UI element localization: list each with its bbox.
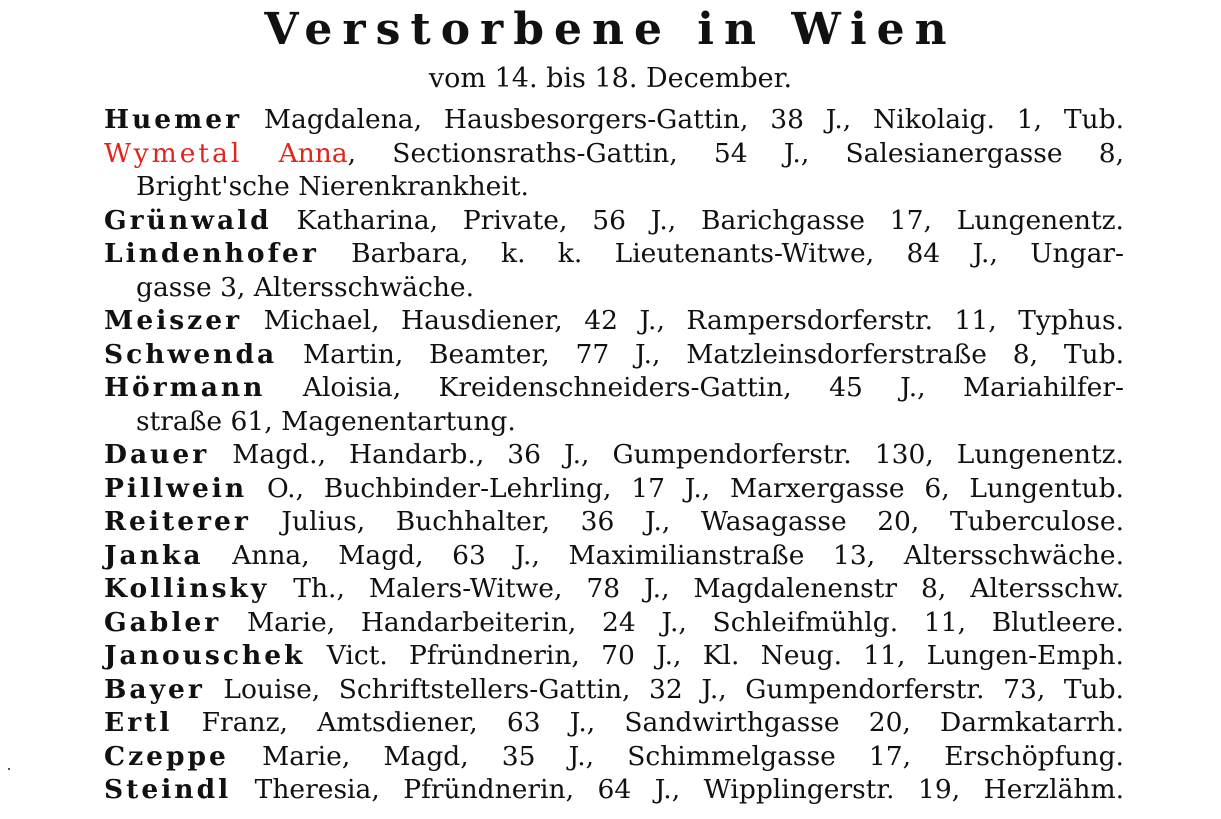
entry-surname: Janouschek bbox=[104, 640, 306, 671]
entry-surname: Lindenhofer bbox=[104, 238, 319, 269]
entry-details: , Magd, 63 J., Maximilianstraße 13, Altersschwäche. bbox=[301, 539, 1124, 571]
entry-firstname: Theresia bbox=[254, 774, 372, 805]
entry-surname-highlighted: Wymetal bbox=[104, 137, 243, 169]
entry-firstname-highlighted: Anna bbox=[278, 137, 348, 169]
entry-firstname: Anna bbox=[232, 539, 302, 571]
entry-details: , Pfründnerin, 64 J., Wipplingerstr. 19, Herzlähm. bbox=[371, 774, 1124, 805]
print-speck bbox=[8, 768, 10, 770]
obituary-entry bbox=[104, 773, 1124, 807]
entry-firstname: O. bbox=[266, 472, 296, 504]
entry-firstname: Marie bbox=[246, 606, 327, 638]
entry-surname: Janka bbox=[104, 539, 204, 571]
entry-surname: Pillwein bbox=[104, 472, 248, 504]
entry-continuation: straße 61, Magenentartung. bbox=[136, 405, 516, 437]
obituary-entry bbox=[104, 338, 1124, 372]
entry-surname: Huemer bbox=[104, 104, 243, 135]
entry-continuation: gasse 3, Altersschwäche. bbox=[136, 271, 474, 303]
entry-details: , k. k. Lieutenants-Witwe, 84 J., Ungar- bbox=[460, 238, 1124, 269]
entry-details: , Sectionsraths-Gattin, 54 J., Salesianergasse 8, bbox=[347, 137, 1124, 169]
entry-details: , Handarbeiterin, 24 J., Schleifmühlg. 11, Blutleere. bbox=[326, 606, 1124, 638]
entry-surname: Hörmann bbox=[104, 372, 266, 403]
obituary-entry bbox=[104, 606, 1124, 640]
obituary-entry bbox=[104, 103, 1124, 137]
entry-details: , Kreidenschneiders-Gattin, 45 J., Mariahilfer- bbox=[392, 372, 1124, 403]
entry-details: Pfründnerin, 70 J., Kl. Neug. 11, Lungen-Emph. bbox=[387, 640, 1124, 671]
entry-surname: Meiszer bbox=[104, 305, 243, 336]
obituary-entry bbox=[104, 237, 1124, 271]
obituary-entry-highlighted bbox=[104, 137, 1124, 171]
obituary-entry bbox=[104, 539, 1124, 573]
entry-surname: Steindl bbox=[104, 774, 232, 805]
entry-surname: Bayer bbox=[104, 673, 205, 705]
entry-firstname: Michael bbox=[263, 305, 372, 336]
entry-surname: Kollinsky bbox=[104, 573, 270, 604]
obituary-entry bbox=[104, 740, 1124, 774]
entry-firstname: Julius bbox=[281, 506, 357, 537]
obituary-entry bbox=[104, 572, 1124, 606]
entry-firstname: Magd. bbox=[232, 439, 318, 470]
obituary-entry bbox=[104, 371, 1124, 405]
entry-details: , Private, 56 J., Barichgasse 17, Lungenentz. bbox=[429, 204, 1124, 236]
entry-details: , Amtsdiener, 63 J., Sandwirthgasse 20, Darmkatarrh. bbox=[279, 707, 1124, 738]
obituary-entry bbox=[104, 505, 1124, 539]
obituary-entry bbox=[104, 706, 1124, 740]
entry-firstname: Aloisia bbox=[302, 372, 393, 403]
entry-surname: Schwenda bbox=[104, 338, 278, 370]
obituary-entry bbox=[104, 639, 1124, 673]
entry-details: , Beamter, 77 J., Matzleinsdorferstraße 8, Tub. bbox=[394, 338, 1124, 370]
entry-surname: Reiterer bbox=[104, 506, 251, 537]
entry-details: , Malers-Witwe, 78 J., Magdalenenstr 8, Altersschw. bbox=[336, 573, 1124, 604]
entry-continuation: Bright'sche Nierenkrankheit. bbox=[136, 171, 529, 202]
entry-firstname: Franz bbox=[201, 707, 280, 738]
entry-details: , Hausdiener, 42 J., Rampersdorferstr. 11, Typhus. bbox=[371, 305, 1124, 336]
entry-firstname: Marie bbox=[262, 740, 342, 772]
entry-surname: Dauer bbox=[104, 439, 210, 470]
entry-details: , Magd, 35 J., Schimmelgasse 17, Erschöpfung. bbox=[341, 740, 1124, 772]
entry-firstname: Magdalena bbox=[263, 104, 414, 135]
entry-firstname: Th. bbox=[293, 573, 337, 604]
entry-surname: Grünwald bbox=[104, 204, 272, 236]
entry-firstname: Vict. bbox=[326, 640, 388, 671]
entry-details: , Hausbesorgers-Gattin, 38 J., Nikolaig. 1, Tub. bbox=[413, 104, 1124, 135]
entry-surname: Gabler bbox=[104, 606, 222, 638]
entry-firstname: Martin bbox=[303, 338, 395, 370]
entry-details: , Handarb., 36 J., Gumpendorferstr. 130, Lungenentz. bbox=[317, 439, 1124, 470]
obituary-entry bbox=[104, 304, 1124, 338]
obituary-entry bbox=[104, 673, 1124, 707]
entry-details: , Buchhalter, 36 J., Wasagasse 20, Tuberculose. bbox=[356, 506, 1124, 537]
entry-firstname: Katharina bbox=[296, 204, 430, 236]
obituary-list bbox=[104, 103, 1124, 807]
obituary-entry bbox=[104, 204, 1124, 238]
obituary-entry bbox=[104, 438, 1124, 472]
date-range-subtitle: vom 14. bis 18. December. bbox=[428, 63, 793, 94]
entry-details: , Schriftstellers-Gattin, 32 J., Gumpendorferstr. 73, Tub. bbox=[311, 673, 1124, 705]
page-title: Verstorbene in Wien bbox=[264, 4, 957, 55]
entry-surname: Ertl bbox=[104, 707, 173, 738]
entry-firstname: Barbara bbox=[351, 238, 461, 269]
entry-firstname: Louise bbox=[223, 673, 312, 705]
entry-surname: Czeppe bbox=[104, 740, 229, 772]
obituary-entry bbox=[104, 472, 1124, 506]
entry-details: , Buchbinder-Lehrling, 17 J., Marxergasse 6, Lungentub. bbox=[295, 472, 1124, 504]
